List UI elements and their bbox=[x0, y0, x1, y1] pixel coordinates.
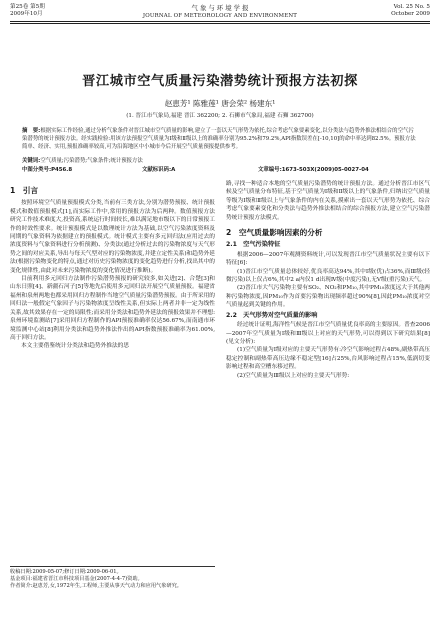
date-en: October 2009 bbox=[391, 11, 430, 17]
journal-cn: 气 象 与 环 境 学 报 bbox=[191, 4, 249, 12]
paragraph: (2)空气质量为Ⅲ级以上对应的主要天气形势: bbox=[237, 372, 350, 379]
issue-cn: 第25卷 第5期 bbox=[10, 4, 45, 10]
clc-number: 中图分类号:P456.8 bbox=[22, 167, 73, 173]
subsection-heading-pollution: 2.1 空气污染特征 bbox=[226, 241, 281, 249]
abstract-label: 摘 要: bbox=[22, 128, 41, 134]
paragraph: (2)晋江市大气污染物主要有SO₂、NO₂和PM₁₀,其中PM₁₀浓度远大于其他两种污染物浓度,因PM₁₀作为首要污染物出现频率超过90%[8],因此PM₁₀浓度对空气质量起到关键的作用。 bbox=[226, 285, 430, 309]
right-column bbox=[226, 180, 430, 380]
paper-title: 晋江城市空气质量污染潜势统计预报方法初探 bbox=[82, 74, 358, 89]
section-heading-intro: 1 引言 bbox=[10, 186, 39, 195]
subsection-heading-weather: 2.2 天气形势对空气质量的影响 bbox=[226, 311, 318, 319]
article-number: 文章编号:1673-503X(2009)05-0027-04 bbox=[258, 167, 369, 173]
classification-line bbox=[22, 166, 418, 174]
paragraph: 本文主要借鉴统计分类法和趋势外推法的思 bbox=[21, 343, 130, 350]
author-list: 赵恵芳¹ 陈雅莲¹ 唐会荣² 杨建东¹ bbox=[164, 99, 276, 108]
header-rule bbox=[10, 21, 430, 22]
abstract bbox=[22, 127, 418, 151]
paragraph: 根据2006—2007年观测资料统计,可以发现晋江市空气质量状况主要有以下特征[6]: bbox=[226, 251, 430, 267]
paragraph: 经过统计证明,海洋性气候是晋江市空气质量优良率高的主要原因。普查2006—2007年空气质量为Ⅰ级和Ⅲ级以上对应的天气形势,可以得到以下研究结果[8](见文分析): bbox=[226, 322, 430, 345]
received-date: 收稿日期:2009-05-07;修订日期:2009-06-01。 bbox=[10, 569, 122, 575]
footnote bbox=[10, 566, 215, 591]
keywords-text: 空气质量;污染潜势;气象条件;统计预报方法 bbox=[40, 158, 143, 164]
fund-info: 基金项目:福建省晋江市科技项目基金(2007-4-4-7)资助。 bbox=[10, 576, 143, 583]
header-right bbox=[391, 4, 430, 18]
date-cn: 2009年10月 bbox=[10, 11, 43, 17]
header-center bbox=[10, 4, 430, 20]
left-column bbox=[10, 180, 215, 351]
keywords bbox=[22, 157, 418, 165]
paragraph-continued: 路,寻找一种适合本地的空气质量污染潜势的统计预报方法。通过分析晋江市区气候及空气质量分布特征,基于空气质量为Ⅰ级和Ⅱ级以上的气象条件,归纳出空气质量等级为Ⅰ级和Ⅱ级以上与气象条件的内在关系,摸索出一套以天气形势为依托、综合考虑气象要素变化和分类法与趋势外推法相结合的综合预报方法,建立空气污染潜势统计预报方法模式。 bbox=[226, 181, 430, 221]
abstract-text: 根据实际工作经验,通过分析气象条件对晋江城市空气质量的影响,建立了一套以天气形势为依托,综合考虑气象要素变化,以分类法与趋势外推法相结合的空气污染潜势的统计预报方法。经实践检验:用该方法预报空气质量为Ⅰ级和Ⅱ级以上的准确率分别为95.2%和79.2%,API指数误差在[-10,10]的命中率达到82.5%。预报方法简单、经济、实用,预报准确率较高,可为沿海地区中小城市今后开展空气质量预报提供参考。 bbox=[22, 128, 416, 150]
paragraph: (1)晋江市空气质量总体较好,优良率高达94%,其中Ⅰ级(优)占36%,而Ⅲ级(轻微污染)以上仅占6%,其中2 a内仅1 d出现Ⅳ级(中度污染),无Ⅴ级(重污染)天气。 bbox=[226, 268, 430, 284]
paragraph: (1)空气质量为Ⅰ级对应的主要天气形势有:冷空气影响过程占48%,副热带高压稳定控制和副热带高压边缘不稳定型[16]占25%,台风影响过程占15%,低涡切变影响过程和高空槽东移过程。 bbox=[226, 347, 430, 371]
header-rule-thin bbox=[10, 23, 430, 24]
paragraph: 按照环境空气质量预报模式分类,当前有三类方法,分别为潜势预报、统计预报模式和数值预报模式[1],而实际工作中,常用的预报方法为后两种。数值预报方法研究工作技术难度大,投资高,系统运行时间较长,难以满足地市级以下的日常预报工作的时效性要求。统计预报模式是以数理统计方法为基础,以空气污染浓度资料及同期的气象资料为依据建立的预报模式。统计模式主要有多元回归法(应用过去的浓度资料与气象资料进行分析预测)、分类法(通过分析过去的污染物浓度与天气形势之间的对应关系,导出与每天气型对应的污染物浓度,并建立定性关系)和趋势外延法(根据污染物变化的特点,通过对历史污染物浓度的变化趋势进行分析,找出其中的变化规律性,由此对未来污染物浓度的变化情况进行推断)。 bbox=[10, 200, 215, 274]
journal-en: JOURNAL OF METEOROLOGY AND ENVIRONMENT bbox=[142, 13, 298, 19]
paragraph: 目前利用多元回归方法制作污染潜势预报的研究较多,如关进[2]、合楚[3]和山东日照[4]、新疆石河子[5]等地先后使用多元回归法开展空气质量预报。福建省福州和泉州两地也都采用回归方程制作当地空气质量污染潜势预报。由于所采用的回归法一般假定气象因子与污染物浓度呈线性关系,但实际上两者并非一定为线性关系,故其效果存在一定的局限性;而采用分类法和趋势外延法的预报效果并不理想:泉州环境监测站[7]采用回归方程制作的API预报准确率仅达56.67%,而南通市环境监测中心站[8]利用分类法和趋势外推法作出的API指数预报准确率为61.00%,高于回归方法。 bbox=[10, 276, 215, 341]
section-heading-factors: 2 空气质量影响因素的分析 bbox=[226, 228, 323, 238]
document-code: 文献标识码:A bbox=[142, 167, 176, 173]
author-bio: 作者简介:赵恵芳,女,1972年生,工程师,主要从事天气动力和应用气象研究。 bbox=[10, 583, 182, 590]
vol-en: Vol. 25 No. 5 bbox=[393, 4, 430, 10]
affiliation: (1. 晋江市气象局,福建 晋江 362200; 2. 石狮市气象局,福建 石狮 362700) bbox=[126, 113, 314, 119]
keywords-label: 关键词: bbox=[22, 158, 41, 164]
